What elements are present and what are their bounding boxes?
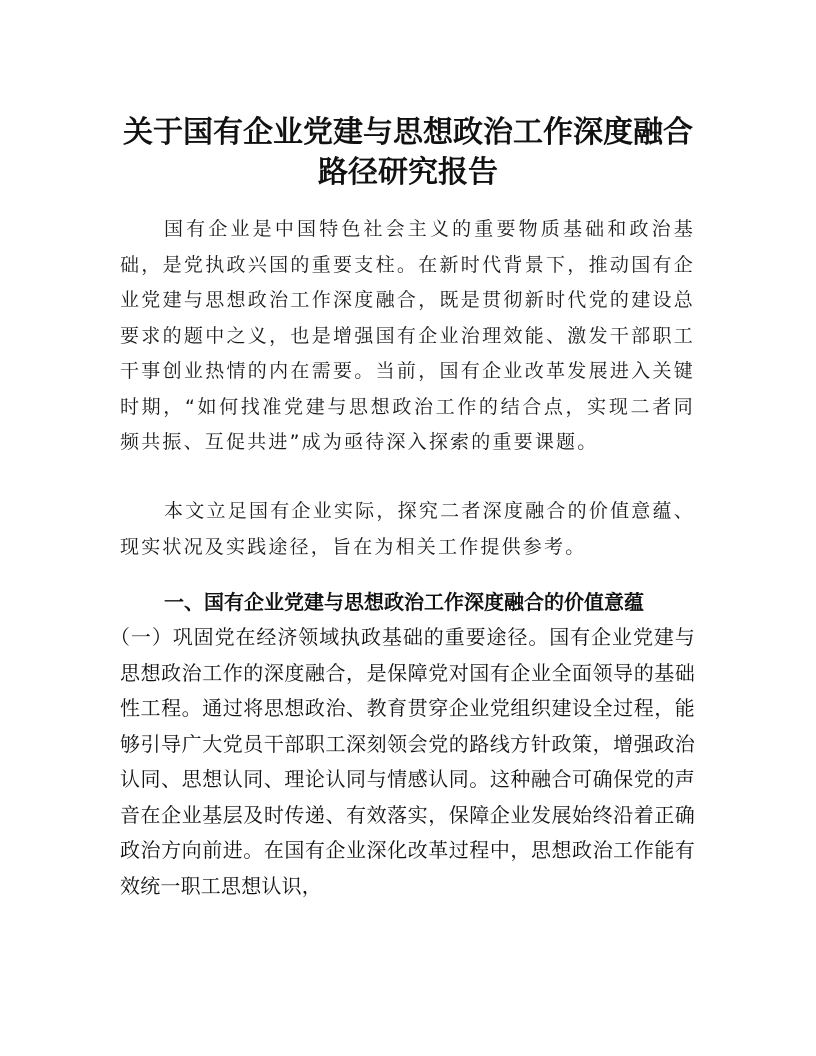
document-title-line-1: 关于国有企业党建与思想政治工作深度融合 (123, 115, 693, 150)
section-heading: 一、国有企业党建与思想政治工作深度融合的价值意蕴 (164, 590, 644, 614)
subsection-body: 国有企业党建与思想政治工作的深度融合，是保障党对国有企业全面领导的基础性工程。通过将思想政治、教育贯穿企业党组织建设全过程，能够引导广大党员干部职工深刻领会党的路线方针政策，增强政治认同、思想认同、理论认同与情感认同。这种融合可确保党的声音在企业基层及时传递、有效落实，保障企业发展始终沿着正确政治方向前进。在国有企业深化改革过程中，思想政治工作能有效统一职工思想认识， (120, 625, 695, 898)
purpose-paragraph: 本文立足国有企业实际，探究二者深度融合的价值意蕴、现实状况及实践途径，旨在为相关工作提供参考。 (120, 500, 695, 558)
subsection-lead: （一）巩固党在经济领域执政基础的重要途径。 (110, 625, 550, 649)
subsection-paragraph (110, 620, 695, 904)
document-title-line-2: 路径研究报告 (318, 155, 498, 190)
intro-paragraph: 国有企业是中国特色社会主义的重要物质基础和政治基础，是党执政兴国的重要支柱。在新时代背景下，推动国有企业党建与思想政治工作深度融合，既是贯彻新时代党的建设总要求的题中之义，也是增强国有企业治理效能、激发干部职工干事创业热情的内在需要。当前，国有企业改革发展进入关键时期，“如何找准党建与思想政治工作的结合点，实现二者同频共振、互促共进”成为亟待深入探索的重要课题。 (120, 218, 695, 453)
